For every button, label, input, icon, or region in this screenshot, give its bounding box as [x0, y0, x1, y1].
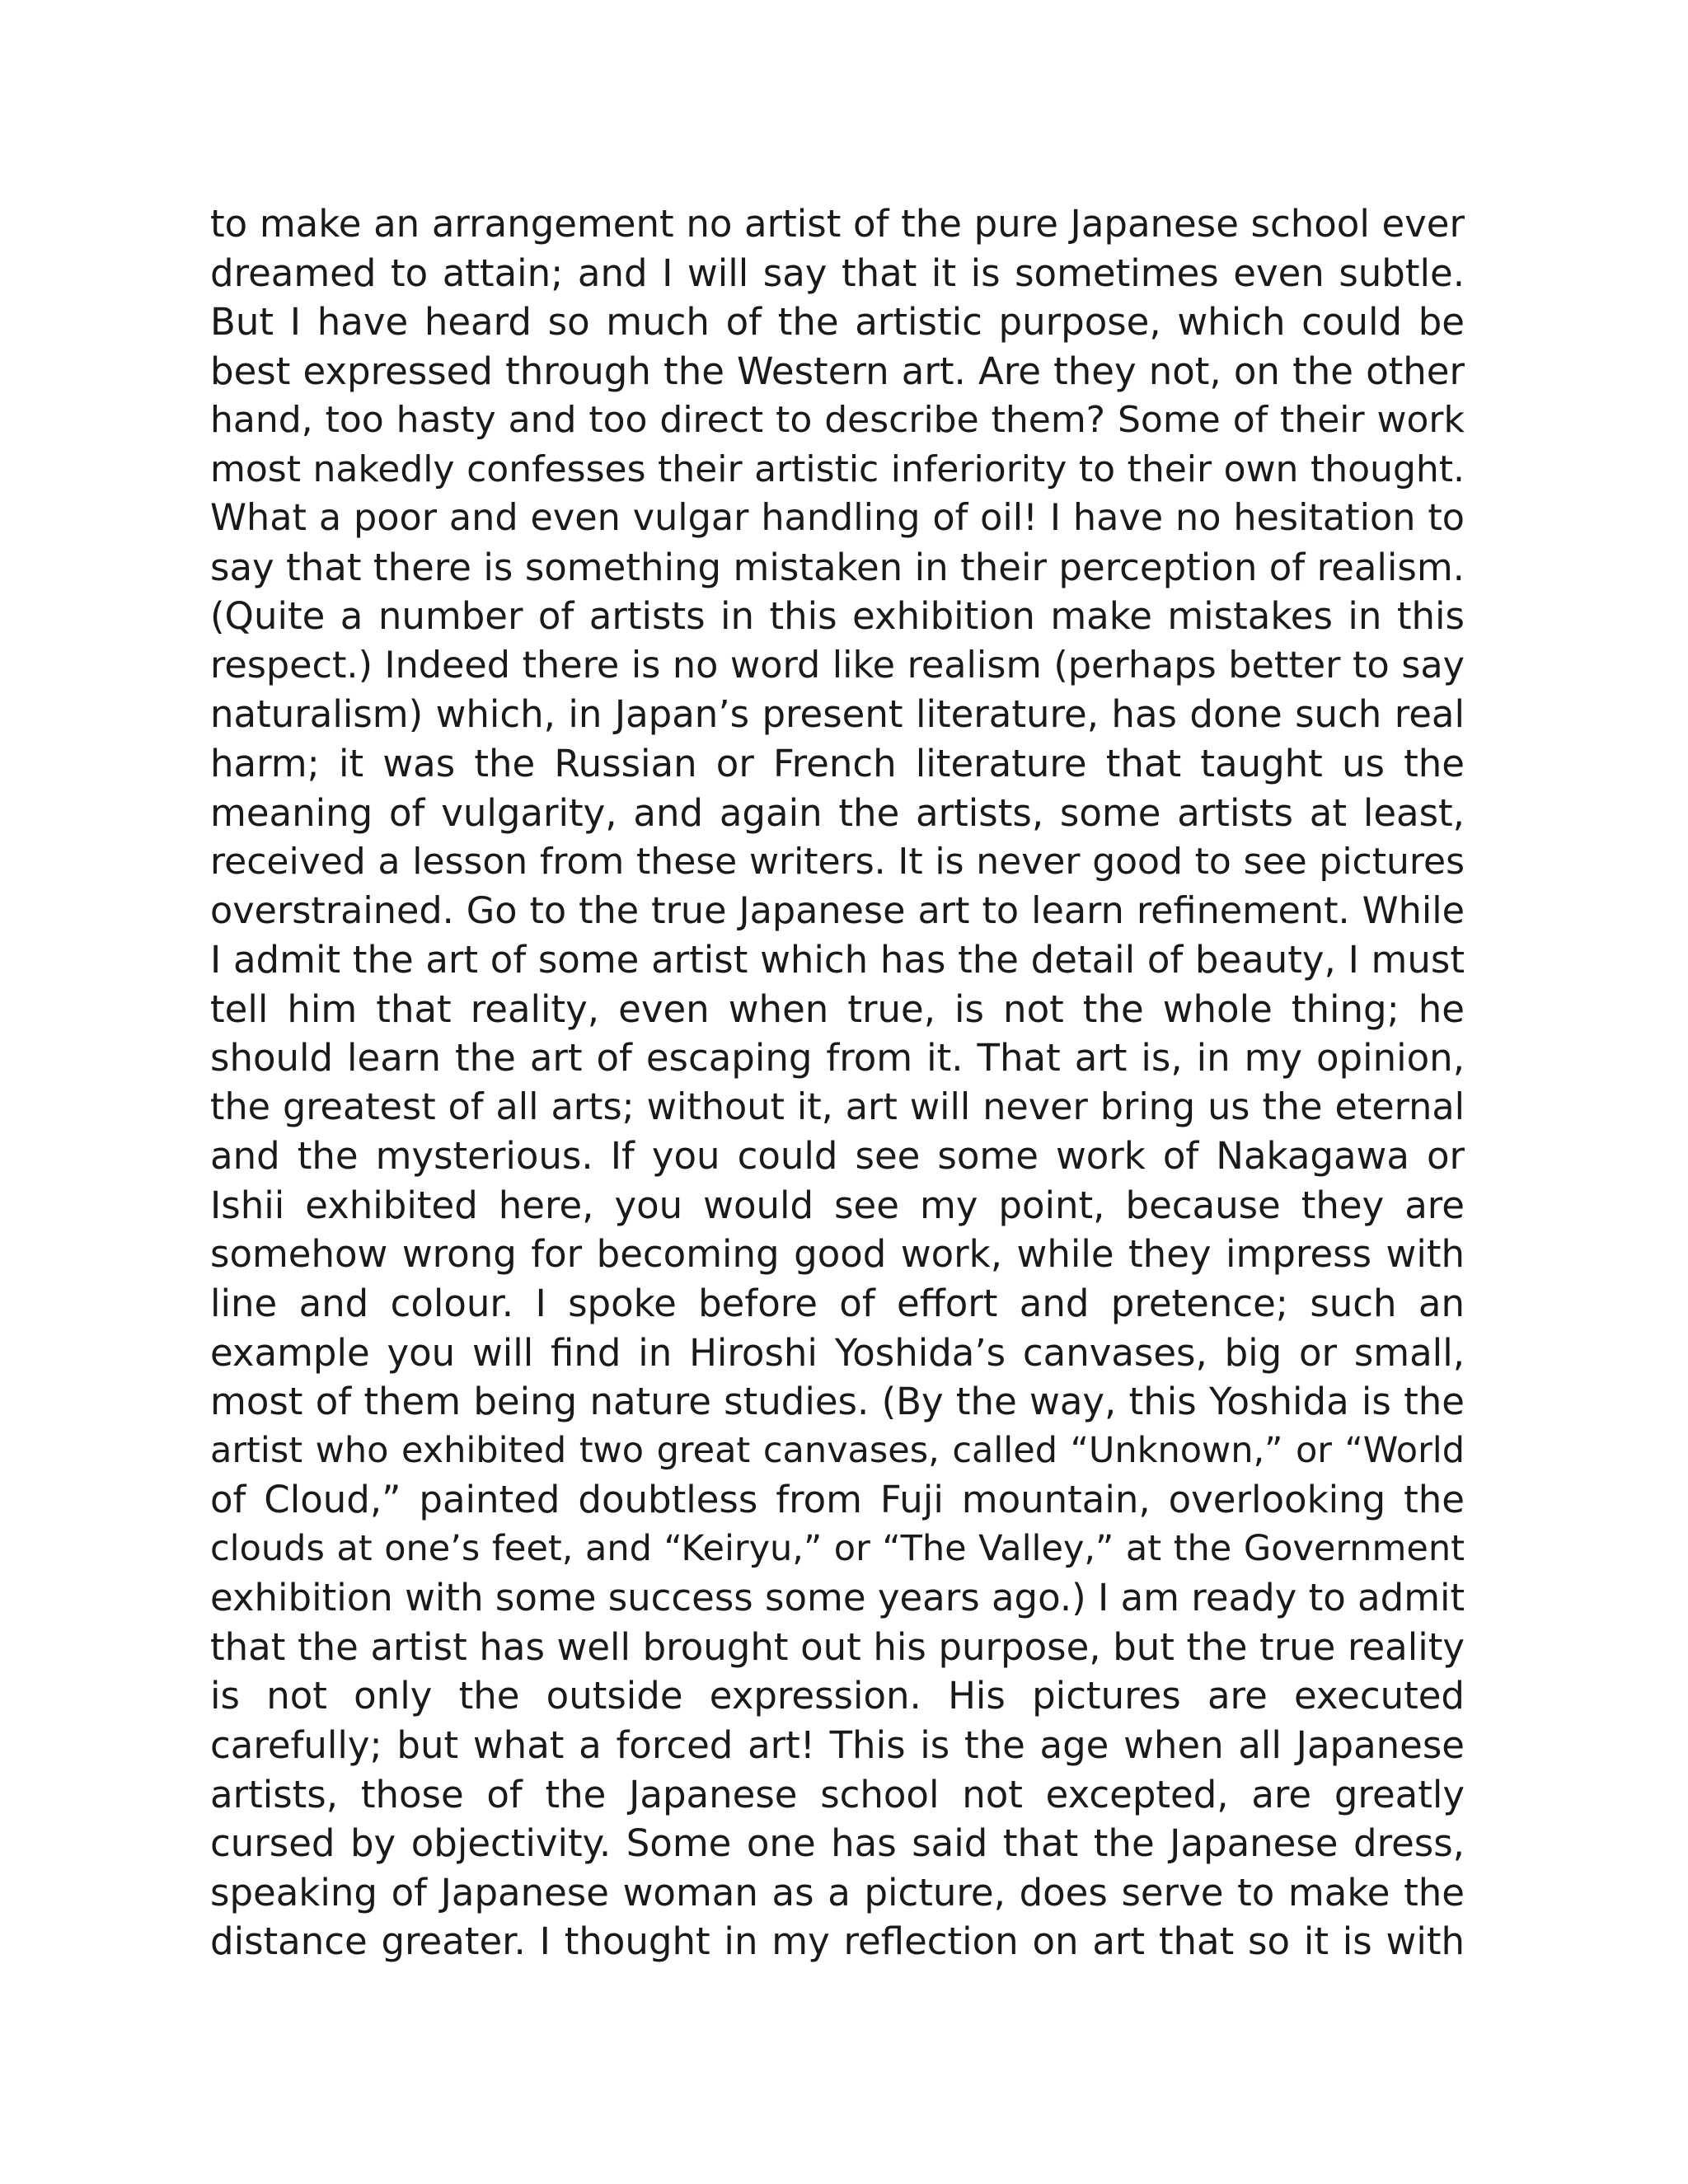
text-line: exhibition with some success some years ago.) I am ready to admit [210, 1576, 1465, 1620]
text-line: line and colour. I spoke before of effort and pretence; such an [210, 1282, 1465, 1326]
text-line: harm; it was the Russian or French literature that taught us the [210, 742, 1465, 786]
text-line: What a poor and even vulgar handling of oil! I have no hesitation to [210, 497, 1465, 540]
text-line: respect.) Indeed there is no word like realism (perhaps better to say [210, 644, 1465, 687]
text-line: clouds at one’s feet, and “Keiryu,” or “The Valley,” at the Government [210, 1527, 1465, 1569]
text-line: naturalism) which, in Japan’s present literature, has done such real [210, 692, 1465, 737]
text-line: But I have heard so much of the artistic purpose, which could be [210, 300, 1465, 344]
text-line: (Quite a number of artists in this exhibition make mistakes in this [210, 594, 1465, 639]
text-line: and the mysterious. If you could see some work of Nakagawa or [210, 1134, 1465, 1179]
text-line: example you will find in Hiroshi Yoshida’s canvases, big or small, [210, 1330, 1465, 1375]
body-text [210, 199, 1465, 1966]
text-line: somehow wrong for becoming good work, while they impress with [210, 1232, 1465, 1277]
text-line: best expressed through the Western art. Are they not, on the other [210, 349, 1465, 393]
text-line: dreamed to attain; and I will say that it is sometimes even subtle. [210, 251, 1465, 295]
text-line: most nakedly confesses their artistic inferiority to their own thought. [210, 448, 1465, 490]
text-line: Ishii exhibited here, you would see my point, because they are [210, 1183, 1465, 1227]
text-line: to make an arrangement no artist of the pure Japanese school ever [210, 202, 1465, 246]
text-line: say that there is something mistaken in their perception of realism. [210, 545, 1465, 589]
text-line: hand, too hasty and too direct to describe them? Some of their work [210, 399, 1465, 442]
text-line: that the artist has well brought out his purpose, but the true reality [210, 1624, 1465, 1669]
text-line: speaking of Japanese woman as a picture, does serve to make the [210, 1870, 1465, 1915]
text-line: of Cloud,” painted doubtless from Fuji mountain, overlooking the [210, 1478, 1465, 1522]
text-line: artists, those of the Japanese school not excepted, are greatly [210, 1772, 1465, 1816]
text-line: meaning of vulgarity, and again the artists, some artists at least, [210, 790, 1465, 835]
text-line: artist who exhibited two great canvases, called “Unknown,” or “World [210, 1429, 1465, 1471]
text-line: cursed by objectivity. Some one has said that the Japanese dress, [210, 1821, 1465, 1866]
text-line: should learn the art of escaping from it. That art is, in my opinion, [210, 1036, 1465, 1080]
text-line: tell him that reality, even when true, is not the whole thing; he [210, 987, 1465, 1031]
text-line: most of them being nature studies. (By the way, this Yoshida is the [210, 1380, 1465, 1424]
text-line: is not only the outside expression. His pictures are executed [210, 1674, 1465, 1718]
text-line: I admit the art of some artist which has the detail of beauty, I must [210, 938, 1465, 982]
text-line: distance greater. I thought in my reflection on art that so it is with [210, 1919, 1465, 1964]
text-line: received a lesson from these writers. It is never good to see pictures [210, 841, 1465, 883]
text-line: carefully; but what a forced art! This is the age when all Japanese [210, 1722, 1465, 1767]
text-line: overstrained. Go to the true Japanese art to learn refinement. While [210, 889, 1465, 932]
text-line: the greatest of all arts; without it, art will never bring us the eternal [210, 1085, 1465, 1128]
